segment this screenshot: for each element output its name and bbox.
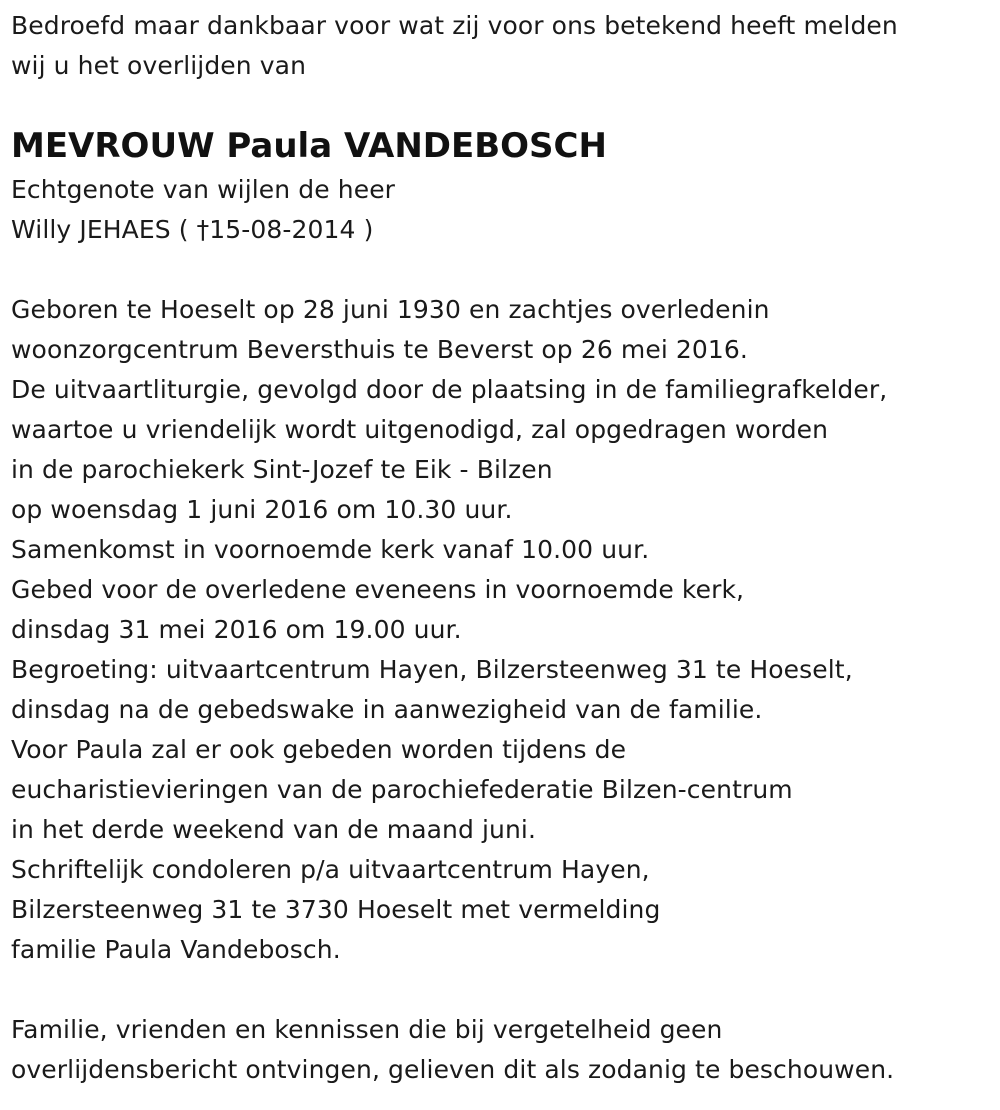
body-line: De uitvaartliturgie, gevolgd door de plaatsing in de familiegrafkelder, [11,375,888,404]
deceased-name: MEVROUW Paula VANDEBOSCH [11,126,607,166]
body-line: familie Paula Vandebosch. [11,935,341,964]
spouse-line: Echtgenote van wijlen de heer [11,175,396,204]
intro-line-2: wij u het overlijden van [11,51,307,80]
cross-icon: † [196,215,210,244]
body-line: dinsdag 31 mei 2016 om 19.00 uur. [11,615,462,644]
closing-line-1: Familie, vrienden en kennissen die bij vergetelheid geen [11,1015,723,1044]
body-line: eucharistievieringen van de parochiefederatie Bilzen-centrum [11,775,793,804]
notice-body [11,290,996,970]
body-line: woonzorgcentrum Beversthuis te Beverst op 26 mei 2016. [11,335,748,364]
body-line: Gebed voor de overledene eveneens in voornoemde kerk, [11,575,745,604]
intro-line-1: Bedroefd maar dankbaar voor wat zij voor ons betekend heeft melden [11,11,898,40]
body-line: waartoe u vriendelijk wordt uitgenodigd, zal opgedragen worden [11,415,829,444]
spouse-name: Willy JEHAES ( [11,215,197,244]
body-line: Voor Paula zal er ook gebeden worden tijdens de [11,735,627,764]
body-line: in het derde weekend van de maand juni. [11,815,537,844]
spouse-name-line [11,210,996,250]
body-line: Schriftelijk condoleren p/a uitvaartcentrum Hayen, [11,855,650,884]
body-line: in de parochiekerk Sint-Jozef te Eik - Bilzen [11,455,553,484]
spouse-death-date: 15-08-2014 ) [209,215,374,244]
closing-line-2: overlijdensbericht ontvingen, gelieven dit als zodanig te beschouwen. [11,1055,895,1084]
body-line: op woensdag 1 juni 2016 om 10.30 uur. [11,495,513,524]
body-line: Bilzersteenweg 31 te 3730 Hoeselt met vermelding [11,895,661,924]
death-notice [11,0,996,1090]
body-line: dinsdag na de gebedswake in aanwezigheid van de familie. [11,695,763,724]
body-line: Geboren te Hoeselt op 28 juni 1930 en zachtjes overledenin [11,295,770,324]
body-line: Begroeting: uitvaartcentrum Hayen, Bilzersteenweg 31 te Hoeselt, [11,655,853,684]
body-line: Samenkomst in voornoemde kerk vanaf 10.00 uur. [11,535,650,564]
